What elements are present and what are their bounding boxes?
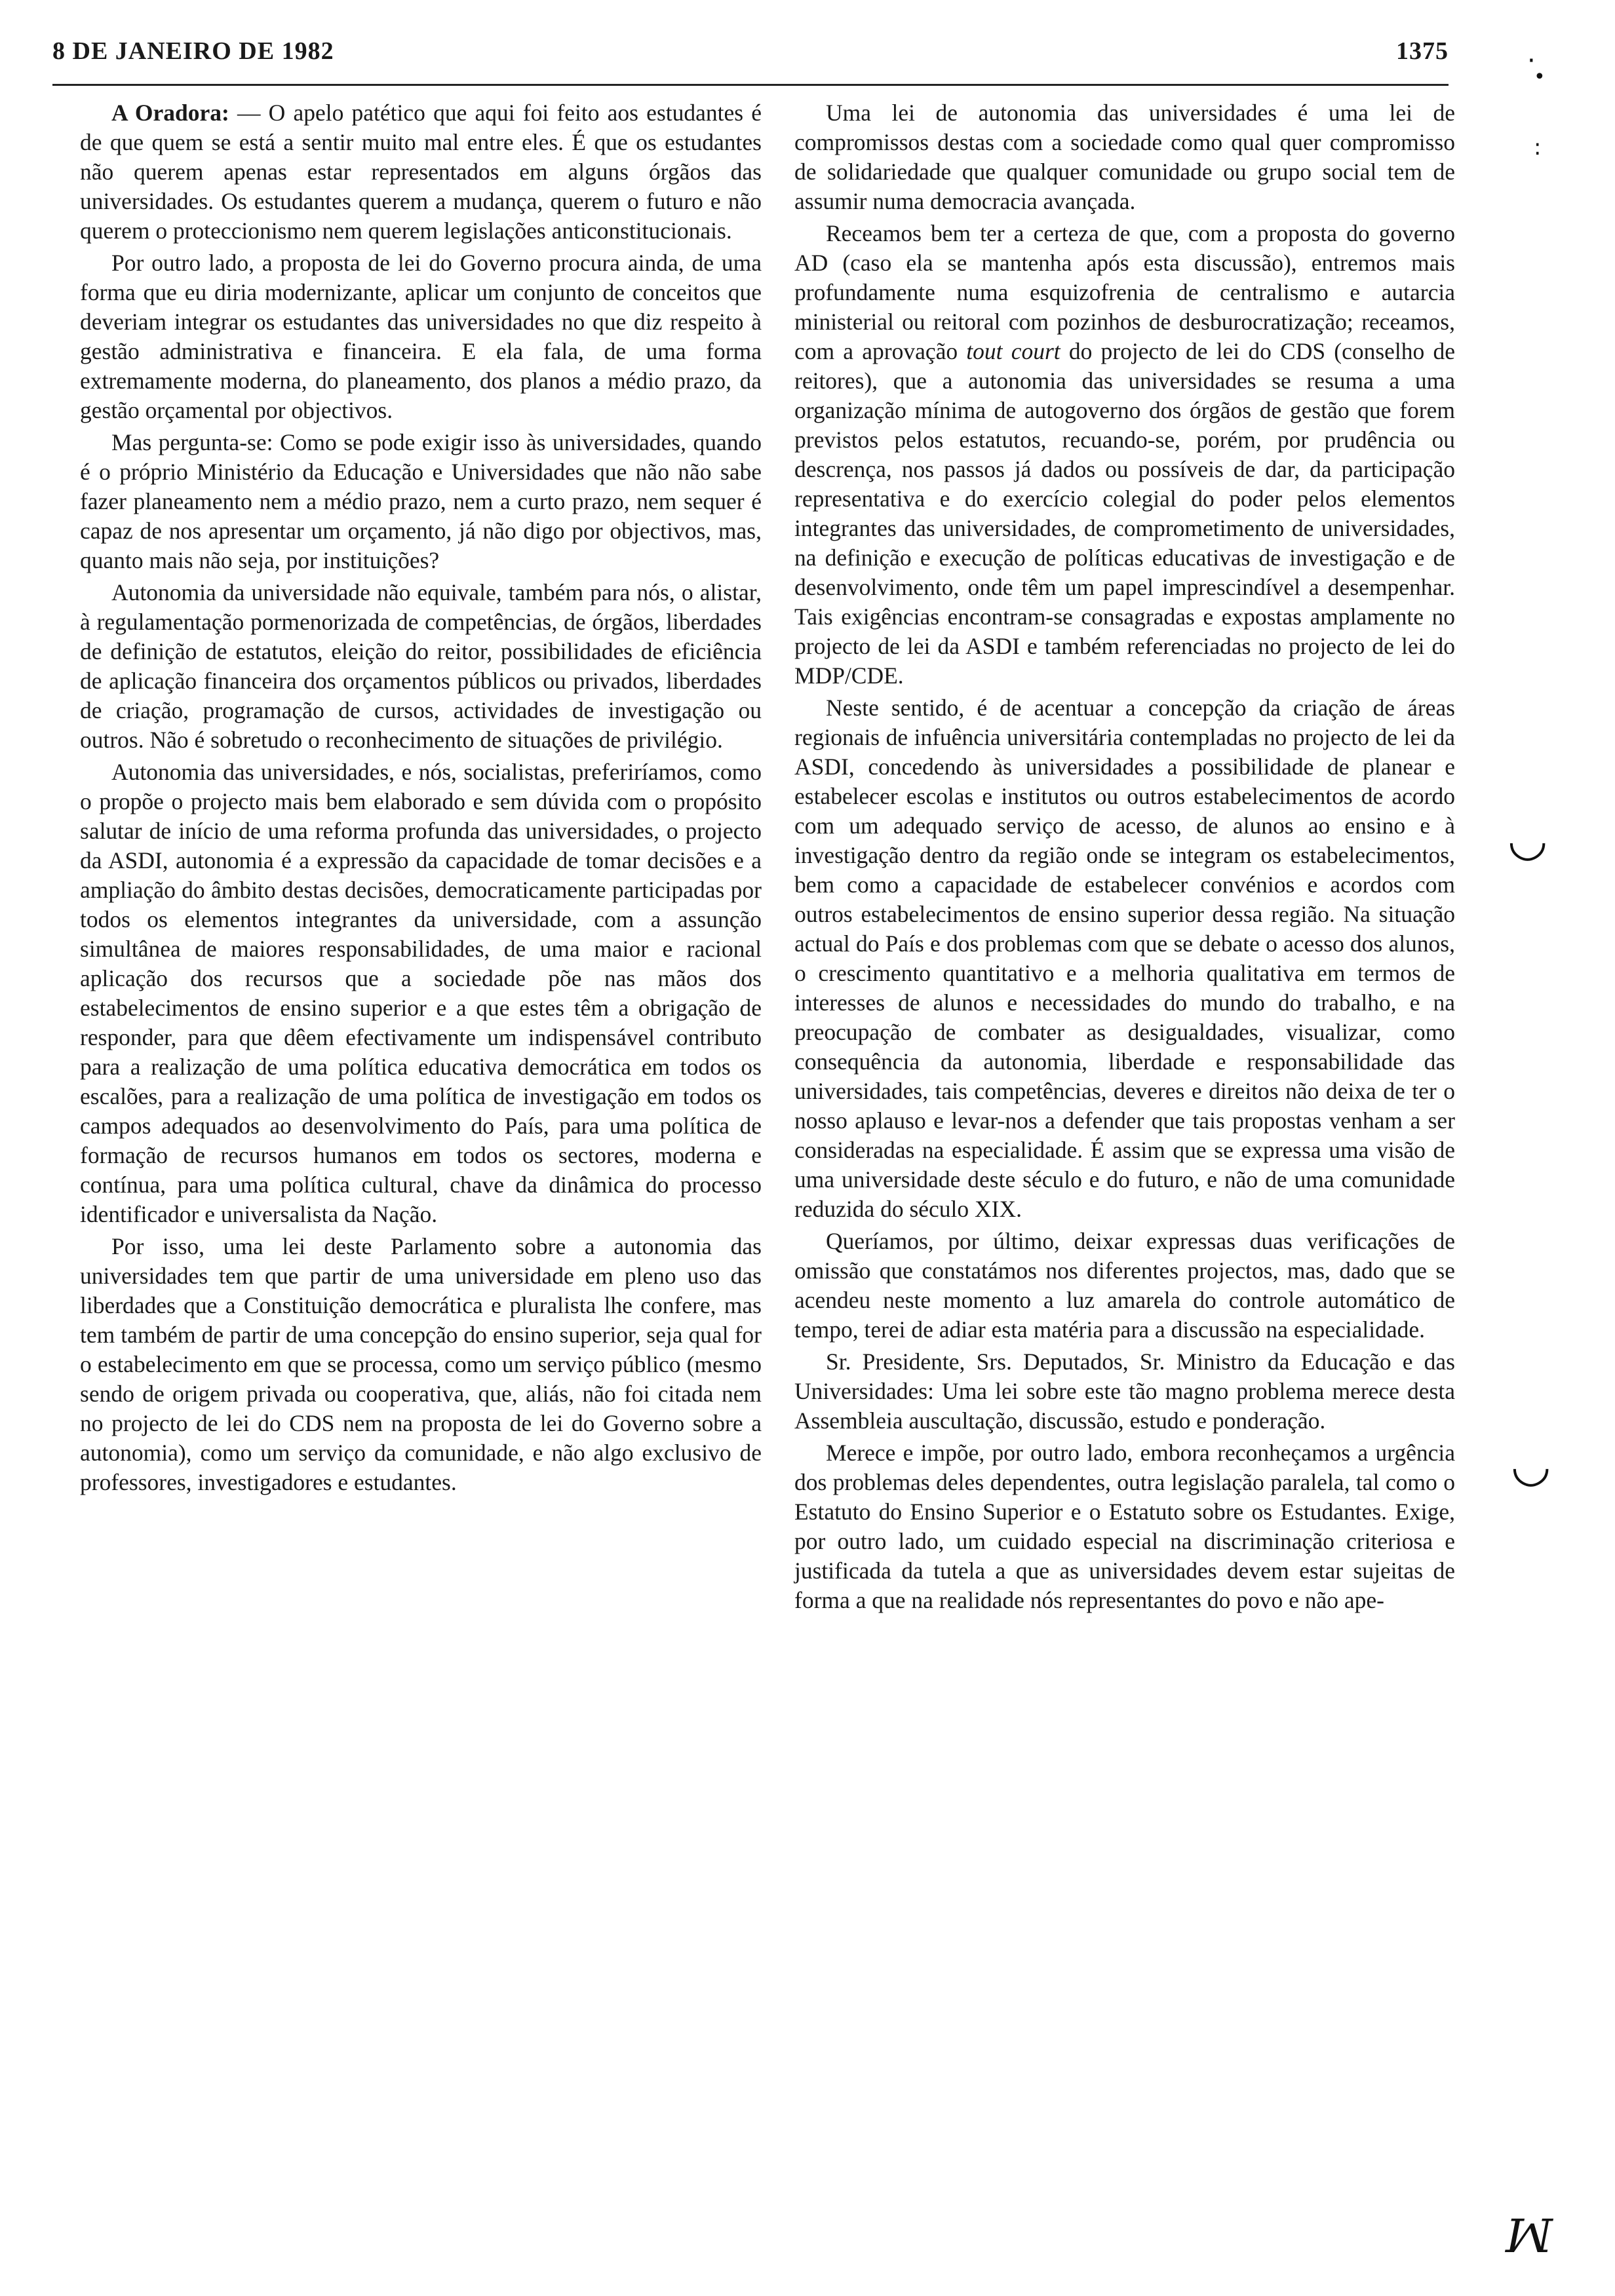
paragraph: Por outro lado, a proposta de lei do Governo procura ainda, de uma forma que eu diria modernizante, aplicar um conjunto de conceitos que deveriam integrar os estudantes das universidades no que diz respeito à gestão administrativa e financeira. E ela fala, de uma forma extremamente moderna, do planeamento, dos planos a médio prazo, da gestão orçamental por objectivos.	[80, 250, 762, 423]
paragraph-text: Receamos bem ter a certeza de que, com a proposta do governo AD (caso ela se mantenha após esta discussão), entremos mais profundamente numa esquizofrenia de centralismo e autarcia ministerial ou reitoral com pozinhos de desburocratização; receamos, com a aprovação	[794, 220, 1455, 364]
paragraph: Neste sentido, é de acentuar a concepção da criação de áreas regionais de infuência universitária contempladas no projecto de lei da ASDI, concedendo às universidades a possibilidade de planear e estabelecer escolas e institutos ou outros estabelecimentos de acordo com um adequado serviço de acesso, de alunos ao ensino e à investigação dentro da região onde se integram os estabelecimentos, bem como a capacidade de estabelecer convénios e acordos com outros estabelecimentos de ensino superior dessa região. Na situação actual do País e dos problemas com que se debate o acesso dos alunos, o crescimento quantitativo e a melhoria qualitativa em termos de interesses de alunos e necessidades do mundo do trabalho, e na preocupação de combater as desigualdades, visualizar, como consequência da autonomia, liberdade e responsabilidade das universidades, tais competências, deveres e direitos não deixa de ter o nosso aplauso e levar-nos a defender que tais propostas venham a ser consideradas na especialidade. É assim que se expressa uma visão de uma universidade deste século e do futuro, e não de uma comunidade reduzida do século XIX.	[794, 695, 1455, 1222]
right-column	[794, 98, 1455, 1618]
paragraph: Uma lei de autonomia das universidades é uma lei de compromissos destas com a sociedade como qual quer compromisso de solidariedade que qualquer comunidade ou grupo social tem de assumir numa democracia avançada.	[794, 100, 1455, 214]
paragraph: Mas pergunta-se: Como se pode exigir isso às universidades, quando é o próprio Ministério da Educação e Universidades que não não sabe fazer planeamento nem a médio prazo, nem a curto prazo, nem sequer é capaz de nos apresentar um orçamento, já não digo por objectivos, mas, quanto mais não seja, por instituições?	[80, 429, 762, 573]
left-column	[80, 98, 762, 1500]
paragraph: Sr. Presidente, Srs. Deputados, Sr. Ministro da Educação e das Universidades: Uma lei sobre este tão magno problema merece desta Assembleia auscultação, discussão, estudo e ponderação.	[794, 1349, 1455, 1434]
page-header	[52, 25, 1449, 86]
margin-mark-icon: ·	[1527, 46, 1536, 76]
paragraph: Autonomia das universidades, e nós, socialistas, preferiríamos, como o propõe o projecto mais bem elaborado e sem dúvida com o propósito salutar de início de uma reforma profunda das universidades, o projecto da ASDI, autonomia é a expressão da capacidade de tomar decisões e a ampliação do âmbito destas decisões, democraticamente participadas por todos os elementos integrantes da universidade, com a assunção simultânea de maiores responsabilidades, de uma maior e racional aplicação dos recursos que a sociedade põe nas mãos dos estabelecimentos de ensino superior e a que estes têm a obrigação de responder, para que dêem efectivamente um indispensável contributo para a realização de uma política educativa democrática em todos os escalões, para a realização de uma política de investigação em todos os campos adequados ao desenvolvimento do País, para uma política de formação de recursos humanos em todos os sectores, moderna e contínua, para uma política cultural, chave da dinâmica do processo identificador e universalista da Nação.	[80, 759, 762, 1227]
paragraph-text: — O apelo patético que aqui foi feito aos estudantes é de que quem se está a sentir muito mal entre eles. É que os estudantes não querem apenas estar representados em alguns órgãos das universidades. Os estudantes querem a mudança, querem o futuro e não querem o proteccionismo nem querem legislações anticonstitucionais.	[80, 100, 762, 244]
speaker-label: A Oradora:	[111, 100, 229, 126]
paragraph: Autonomia da universidade não equivale, também para nós, o alistar, à regulamentação pormenorizada de competências, de órgãos, liberdades de definição de estatutos, eleição do reitor, possibilidades de eficiência de aplicação financeira dos orçamentos públicos ou privados, liberdades de criação, programação de cursos, actividades de investigação ou outros. Não é sobretudo o reconhecimento de situações de privilégio.	[80, 579, 762, 753]
paragraph: Queríamos, por último, deixar expressas duas verificações de omissão que constatámos nos diferentes projectos, mas, dado que se acendeu neste momento a luz amarela do controle automático de tempo, terei de adiar esta matéria para a discussão na especialidade.	[794, 1228, 1455, 1343]
italic-phrase: tout court	[966, 338, 1060, 364]
margin-mark-icon: •	[1534, 66, 1546, 88]
handwritten-note: ꟽ	[1506, 2210, 1553, 2263]
paragraph: Por isso, uma lei deste Parlamento sobre a autonomia das universidades tem que partir de uma universidade em pleno uso das liberdades que a Constituição democrática e pluralista lhe confere, mas tem também de partir de uma concepção do ensino superior, seja qual for o estabelecimento em que se processa, como um serviço público (mesmo sendo de origem privada ou cooperativa, que, aliás, não foi citada nem no projecto de lei do CDS nem na proposta de lei do Governo sobre a autonomia), como um serviço da comunidade, e não algo exclusivo de professores, investigadores e estudantes.	[80, 1233, 762, 1495]
margin-check-icon: ◡	[1508, 813, 1548, 866]
margin-check-icon: ◡	[1511, 1438, 1551, 1492]
paragraph	[794, 219, 1455, 691]
page-number: 1375	[1396, 37, 1449, 65]
margin-colon-icon: :	[1534, 134, 1542, 161]
paragraph	[80, 98, 762, 246]
paragraph-text: do projecto de lei do CDS (conselho de reitores), que a autonomia das universidades se resuma a uma organização mínima de autogoverno dos órgãos de gestão que forem previstos pelos estatutos, recuando-se, porém, por prudência ou descrença, nos passos já dados ou possíveis de dar, da participação representativa e do exercício colegial do poder pelos elementos integrantes das universidades, de comprometimento de universidades, na definição e execução de políticas educativas de investigação e de desenvolvimento, onde têm um papel imprescindível a desempenhar. Tais exigências encontram-se consagradas e expostas amplamente no projecto de lei da ASDI e também referenciadas no projecto de lei do MDP/CDE.	[794, 338, 1455, 689]
paragraph: Merece e impõe, por outro lado, embora reconheçamos a urgência dos problemas deles dependentes, outra legislação paralela, tal como o Estatuto do Ensino Superior e o Estatuto sobre os Estudantes. Exige, por outro lado, um cuidado especial na discriminação criteriosa e justificada da tutela a que as universidades devem estar sujeitas de forma a que na realidade nós representantes do povo e não ape-	[794, 1440, 1455, 1613]
header-date: 8 DE JANEIRO DE 1982	[52, 37, 334, 65]
